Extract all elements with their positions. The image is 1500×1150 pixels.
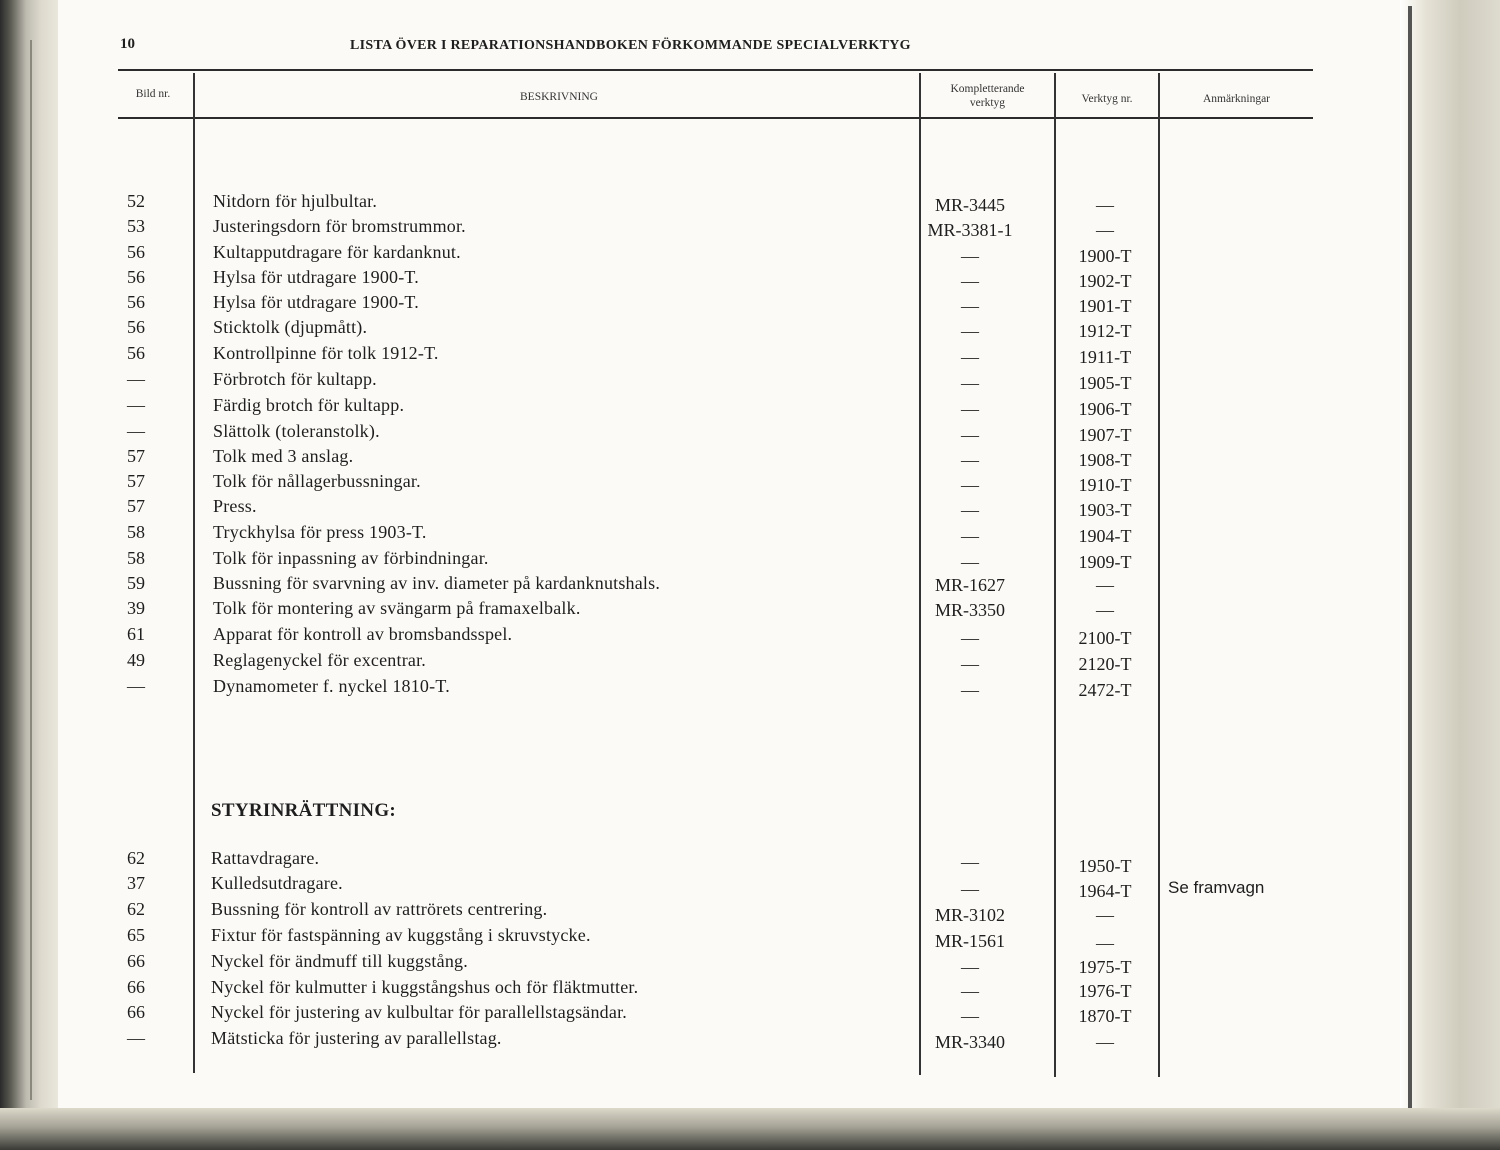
description: Mätsticka för justering av parallellstag.: [211, 1028, 502, 1048]
verktyg-number: —: [1096, 220, 1114, 240]
kompletterande-verktyg: —: [961, 981, 979, 1001]
table-row: [0, 446, 1500, 471]
bild-number: 66: [127, 977, 145, 997]
description: Bussning för kontroll av rattrörets centrering.: [211, 899, 548, 919]
table-row: [0, 977, 1500, 1002]
verktyg-number: —: [1096, 933, 1114, 953]
verktyg-number: —: [1096, 1032, 1114, 1052]
table-row: [0, 1028, 1500, 1053]
table-row: [0, 395, 1500, 420]
verktyg-number: 1902-T: [1078, 271, 1132, 291]
description: Dynamometer f. nyckel 1810-T.: [213, 676, 450, 696]
verktyg-number: —: [1096, 600, 1114, 620]
verktyg-number: 1911-T: [1078, 347, 1132, 367]
description: Kontrollpinne för tolk 1912-T.: [213, 343, 439, 363]
kompletterande-verktyg: —: [961, 526, 979, 546]
kompletterande-verktyg: —: [961, 552, 979, 572]
description: Färdig brotch för kultapp.: [213, 395, 405, 415]
table-row: [0, 1002, 1500, 1027]
bild-number: 59: [127, 573, 145, 593]
description: Nitdorn för hjulbultar.: [213, 191, 378, 211]
description: Tryckhylsa för press 1903-T.: [213, 522, 427, 542]
kompletterande-verktyg: —: [961, 373, 979, 393]
table-row: [0, 650, 1500, 675]
bild-number: 52: [127, 191, 145, 211]
book-bottom-edge: [0, 1108, 1500, 1150]
kompletterande-verktyg: —: [961, 450, 979, 470]
verktyg-number: 2472-T: [1078, 680, 1132, 700]
kompletterande-verktyg: —: [961, 347, 979, 367]
column-header-kompletterande-line2: verktyg: [969, 97, 1006, 109]
kompletterande-verktyg: MR-3350: [934, 600, 1005, 620]
kompletterande-verktyg: —: [961, 957, 979, 977]
table-row: [0, 421, 1500, 446]
kompletterande-verktyg: —: [961, 1006, 979, 1026]
table-row: [0, 925, 1500, 953]
description: Press.: [213, 496, 257, 516]
table-row: [0, 317, 1500, 342]
verktyg-number: 1900-T: [1078, 246, 1132, 266]
description: Hylsa för utdragare 1900-T.: [213, 267, 419, 287]
verktyg-number: 1905-T: [1078, 373, 1132, 393]
bild-number: —: [127, 1028, 145, 1048]
description: Bussning för svarvning av inv. diameter på kardanknutshals.: [213, 573, 661, 593]
table-row: [0, 522, 1500, 547]
kompletterande-verktyg: —: [961, 296, 979, 316]
verktyg-number: 1950-T: [1078, 856, 1132, 876]
bild-number: 39: [127, 598, 145, 618]
description: Slättolk (toleranstolk).: [213, 421, 380, 441]
table-row: [0, 951, 1500, 976]
verktyg-number: 1964-T: [1078, 881, 1132, 901]
column-header-beskrivning: BESKRIVNING: [520, 91, 598, 103]
bild-number: 56: [127, 267, 145, 287]
page-number: 10: [120, 36, 135, 52]
table-row: [0, 242, 1500, 267]
verktyg-number: 1909-T: [1078, 552, 1132, 572]
section-heading: STYRINRÄTTNING:: [211, 800, 397, 821]
description: Hylsa för utdragare 1900-T.: [213, 292, 419, 312]
verktyg-number: 1906-T: [1078, 399, 1132, 419]
kompletterande-verktyg: —: [961, 879, 979, 899]
verktyg-number: 1975-T: [1078, 957, 1132, 977]
verktyg-number: —: [1096, 575, 1114, 595]
description: Förbrotch för kultapp.: [213, 369, 377, 389]
bild-number: 56: [127, 317, 145, 337]
kompletterande-verktyg: —: [961, 475, 979, 495]
table-row: [0, 873, 1500, 901]
verktyg-number: 1907-T: [1078, 425, 1132, 445]
kompletterande-verktyg: —: [961, 246, 979, 266]
description: Nyckel för justering av kulbultar för parallellstagsändar.: [211, 1002, 627, 1022]
bild-number: 37: [127, 873, 145, 893]
column-header-kompletterande: [921, 82, 1054, 110]
bild-number: —: [127, 676, 145, 696]
table-row: [0, 216, 1500, 241]
bild-number: —: [127, 395, 145, 415]
header-bottom-rule: [118, 117, 1313, 119]
bild-number: 66: [127, 951, 145, 971]
kompletterande-verktyg: —: [961, 852, 979, 872]
bild-number: 56: [127, 292, 145, 312]
bild-number: 58: [127, 548, 145, 568]
bild-number: 65: [127, 925, 145, 945]
description: Tolk för montering av svängarm på framaxelbalk.: [213, 598, 581, 618]
kompletterande-verktyg: MR-1627: [934, 575, 1005, 595]
kompletterande-verktyg: MR-3381-1: [927, 220, 1013, 240]
table-row: [0, 471, 1500, 496]
kompletterande-verktyg: —: [961, 500, 979, 520]
table-row: [0, 292, 1500, 317]
verktyg-number: 1901-T: [1078, 296, 1132, 316]
bild-number: 62: [127, 848, 145, 868]
description: Tolk för nållagerbussningar.: [213, 471, 421, 491]
bild-number: 56: [127, 343, 145, 363]
kompletterande-verktyg: —: [961, 321, 979, 341]
column-header-bild: Bild nr.: [135, 88, 171, 100]
description: Tolk med 3 anslag.: [213, 446, 354, 466]
verktyg-number: 1908-T: [1078, 450, 1132, 470]
kompletterande-verktyg: —: [961, 628, 979, 648]
anmarkning: Se framvagn: [1168, 878, 1265, 897]
bild-number: 57: [127, 496, 145, 516]
table-row: [0, 548, 1500, 573]
verktyg-number: 1910-T: [1078, 475, 1132, 495]
table-row: [0, 848, 1500, 876]
description: Kulledsutdragare.: [211, 873, 343, 893]
description: Kultapputdragare för kardanknut.: [213, 242, 461, 262]
bild-number: 57: [127, 446, 145, 466]
bild-number: —: [127, 421, 145, 441]
bild-number: 61: [127, 624, 145, 644]
verktyg-number: 1912-T: [1078, 321, 1132, 341]
bild-number: 49: [127, 650, 145, 670]
table-row: [0, 676, 1500, 701]
column-header-verktyg: Verktyg nr.: [1081, 93, 1133, 105]
column-header-anmarkningar: Anmärkningar: [1202, 93, 1271, 105]
verktyg-number: 1903-T: [1078, 500, 1132, 520]
bild-number: 62: [127, 899, 145, 919]
description: Reglagenyckel för excentrar.: [213, 650, 426, 670]
description: Fixtur för fastspänning av kuggstång i skruvstycke.: [211, 925, 591, 945]
table-row: [0, 624, 1500, 649]
kompletterande-verktyg: MR-1561: [934, 931, 1005, 951]
bild-number: 58: [127, 522, 145, 542]
verktyg-number: 2120-T: [1078, 654, 1132, 674]
bild-number: 57: [127, 471, 145, 491]
description: Nyckel för kulmutter i kuggstångshus och för fläktmutter.: [211, 977, 639, 997]
table-row: [0, 267, 1500, 292]
bild-number: 66: [127, 1002, 145, 1022]
kompletterande-verktyg: —: [961, 399, 979, 419]
kompletterande-verktyg: —: [961, 680, 979, 700]
kompletterande-verktyg: —: [961, 425, 979, 445]
table-row: [0, 573, 1500, 598]
page-title: LISTA ÖVER I REPARATIONSHANDBOKEN FÖRKOMMANDE SPECIALVERKTYG: [350, 38, 911, 53]
column-header-kompletterande-line1: Kompletterande: [950, 83, 1025, 95]
verktyg-number: 1870-T: [1078, 1006, 1132, 1026]
top-rule: [118, 69, 1313, 71]
bild-number: —: [127, 369, 145, 389]
table-row: [0, 598, 1500, 623]
table-row: [0, 343, 1500, 368]
verktyg-number: 1904-T: [1078, 526, 1132, 546]
verktyg-number: 2100-T: [1078, 628, 1132, 648]
bild-number: 56: [127, 242, 145, 262]
description: Sticktolk (djupmått).: [213, 317, 368, 337]
kompletterande-verktyg: —: [961, 271, 979, 291]
description: Rattavdragare.: [211, 848, 320, 868]
table-row: [0, 899, 1500, 924]
verktyg-number: —: [1096, 195, 1114, 215]
kompletterande-verktyg: MR-3445: [934, 195, 1005, 215]
kompletterande-verktyg: MR-3102: [934, 905, 1005, 925]
kompletterande-verktyg: —: [961, 654, 979, 674]
table-row: [0, 191, 1500, 216]
table-row: [0, 496, 1500, 521]
description: Apparat för kontroll av bromsbandsspel.: [213, 624, 513, 644]
description: Justeringsdorn för bromstrummor.: [213, 216, 466, 236]
verktyg-number: —: [1096, 905, 1114, 925]
description: Nyckel för ändmuff till kuggstång.: [211, 951, 468, 971]
description: Tolk för inpassning av förbindningar.: [213, 548, 489, 568]
bild-number: 53: [127, 216, 145, 236]
verktyg-number: 1976-T: [1078, 981, 1132, 1001]
table-row: [0, 369, 1500, 394]
kompletterande-verktyg: MR-3340: [934, 1032, 1005, 1052]
